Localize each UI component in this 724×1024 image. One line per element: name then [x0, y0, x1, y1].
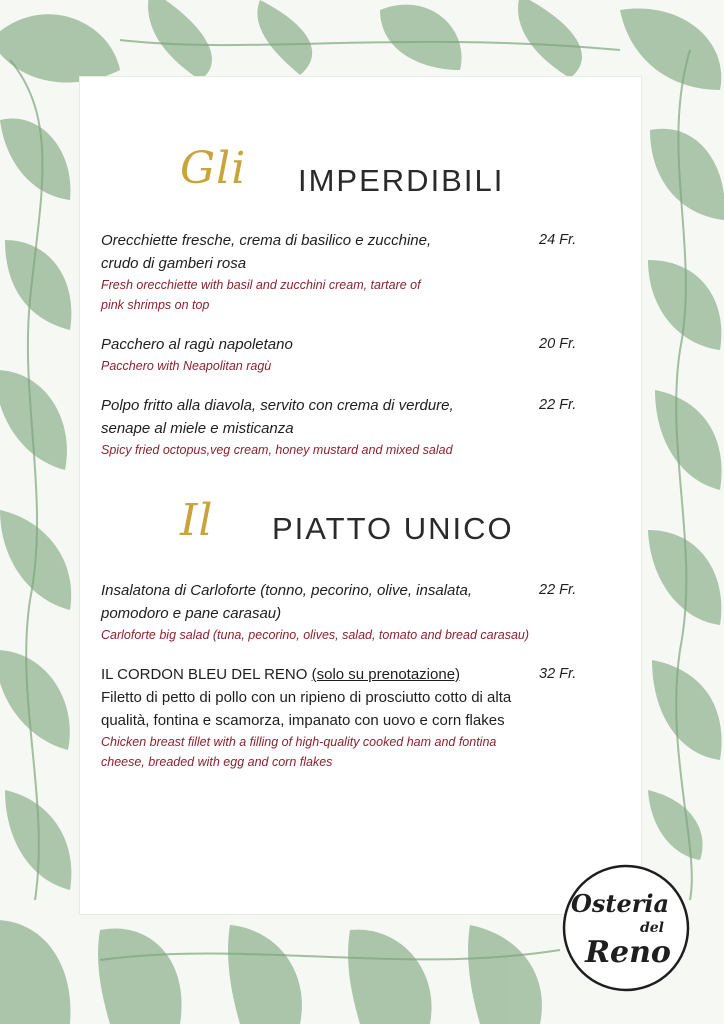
- reservation-note: (solo su prenotazione): [311, 666, 461, 683]
- leaf-icon: [655, 390, 722, 490]
- dish-translation: Spicy fried octopus,veg cream, honey mustard and mixed salad: [101, 443, 453, 457]
- section-heading-piatto-unico: [80, 489, 641, 569]
- logo-line-2: del: [639, 920, 665, 936]
- section-script-title: Il: [180, 495, 214, 546]
- menu-item: [101, 579, 601, 645]
- restaurant-logo: [560, 862, 692, 994]
- leaf-icon: [648, 790, 703, 860]
- dish-price: 22 Fr.: [539, 582, 577, 598]
- leaf-icon: [5, 240, 71, 330]
- dish-translation: Carloforte big salad (tuna, pecorino, olives, salad, tomato and bread carasau): [101, 628, 530, 642]
- menu-card: [80, 77, 641, 914]
- leaf-icon: [0, 920, 70, 1024]
- dish-price: 32 Fr.: [539, 666, 577, 682]
- dish-name: Pacchero al ragù napoletano: [101, 336, 293, 353]
- logo-line-3: Reno: [585, 935, 671, 970]
- menu-item: [101, 663, 601, 772]
- dish-name: [101, 663, 601, 686]
- menu-item: [101, 229, 601, 315]
- section-heading-imperdibili: [80, 139, 641, 219]
- dish-name: Insalatona di Carloforte (tonno, pecorino, olive, insalata, pomodoro e pane carasau): [101, 582, 473, 622]
- leaf-icon: [380, 5, 462, 70]
- dish-translation: Pacchero with Neapolitan ragù: [101, 359, 272, 373]
- dish-description: Filetto di petto di pollo con un ripieno di prosciutto cotto di alta qualità, fontina e scamorza, impanato con uovo e corn flakes: [101, 689, 512, 729]
- dish-price: 22 Fr.: [539, 397, 577, 413]
- dish-name: Orecchiette fresche, crema di basilico e zucchine, crudo di gamberi rosa: [101, 232, 432, 272]
- section-script-title: Gli: [180, 143, 247, 194]
- dish-price: 20 Fr.: [539, 336, 577, 352]
- leaf-icon: [652, 660, 722, 760]
- leaf-icon: [518, 0, 582, 78]
- leaf-icon: [98, 928, 182, 1024]
- leaf-icon: [148, 0, 212, 80]
- leaf-icon: [257, 0, 312, 75]
- dish-translation: Chicken breast fillet with a filling of high-quality cooked ham and fontina cheese, breaded with egg and corn flakes: [101, 735, 497, 769]
- section-title: PIATTO UNICO: [272, 511, 514, 546]
- menu-item: [101, 333, 601, 376]
- dish-price: 24 Fr.: [539, 232, 577, 248]
- menu-item: [101, 394, 601, 460]
- leaf-icon: [468, 925, 542, 1024]
- leaf-icon: [650, 129, 724, 220]
- leaf-icon: [0, 118, 70, 200]
- logo-line-1: Osteria: [570, 889, 670, 918]
- leaf-icon: [228, 925, 302, 1024]
- dish-translation: Fresh orecchiette with basil and zucchini cream, tartare of pink shrimps on top: [101, 278, 421, 312]
- dish-title: IL CORDON BLEU DEL RENO: [101, 666, 308, 683]
- leaf-icon: [0, 650, 70, 750]
- leaf-icon: [348, 930, 432, 1024]
- dish-name: Polpo fritto alla diavola, servito con crema di verdure, senape al miele e misticanza: [101, 397, 454, 437]
- section-title: IMPERDIBILI: [298, 163, 505, 198]
